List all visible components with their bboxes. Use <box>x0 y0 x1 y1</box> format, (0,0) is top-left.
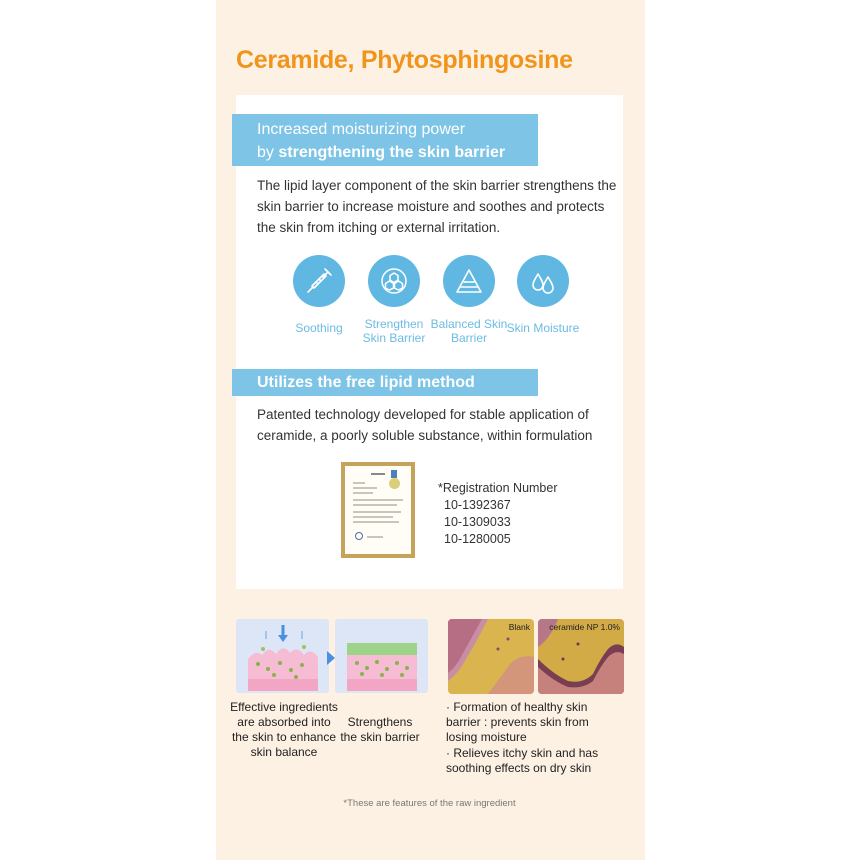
registration-number: 10-1309033 <box>444 515 511 529</box>
syringe-icon <box>293 255 345 307</box>
patent-description: Patented technology developed for stable application of ceramide, a poorly soluble substance, within formulation <box>257 407 593 443</box>
page-title: Ceramide, Phytosphingosine <box>236 46 573 74</box>
barrier-description: The lipid layer component of the skin barrier strengthens the skin barrier to increase moisture and soothes and protects the skin from itching or external irritation. <box>257 178 617 235</box>
benefit-label: Soothing <box>295 321 343 335</box>
absorption-illustration <box>236 619 329 693</box>
benefit-label: Strengthen Skin Barrier <box>362 317 426 345</box>
banner-by: by <box>257 144 274 161</box>
registration-label: *Registration Number <box>438 481 558 495</box>
arrow-icon <box>327 651 335 665</box>
benefit-label: Balanced Skin Barrier <box>430 317 508 345</box>
pyramid-icon <box>443 255 495 307</box>
caption-barrier: Strengthens the skin barrier <box>340 715 420 744</box>
photo-tag: ceramide NP 1.0% <box>549 622 620 632</box>
benefit-bullet-2: · Relieves itchy skin and has soothing effects on dry skin <box>446 746 599 775</box>
registration-number: 10-1280005 <box>444 532 511 546</box>
registration-info <box>438 480 558 548</box>
registration-number: 10-1392367 <box>444 498 511 512</box>
caption-absorption: Effective ingredients are absorbed into the skin to enhance skin balance <box>230 700 338 759</box>
benefit-balanced <box>429 255 509 345</box>
hexagon-cells-icon <box>368 255 420 307</box>
barrier-illustration <box>335 619 428 693</box>
moisturizing-banner <box>232 114 538 166</box>
benefit-strengthen <box>354 255 434 345</box>
banner-line-1: Increased moisturizing power <box>257 121 466 138</box>
benefit-bullet-1: · Formation of healthy skin barrier : prevents skin from losing moisture <box>446 700 589 744</box>
patent-certificate-image <box>341 462 415 558</box>
benefit-moisture <box>503 255 583 335</box>
water-drops-icon <box>517 255 569 307</box>
benefit-label: Skin Moisture <box>506 321 580 335</box>
banner-bold-text: strengthening the skin barrier <box>278 144 506 161</box>
footnote: *These are features of the raw ingredient <box>343 798 516 809</box>
photo-tag: Blank <box>508 622 530 632</box>
benefit-soothing <box>279 255 359 335</box>
ceramide-skin-photo <box>538 619 624 694</box>
banner-line-2 <box>257 141 538 164</box>
free-lipid-banner: Utilizes the free lipid method <box>232 369 538 396</box>
blank-skin-photo <box>448 619 534 694</box>
